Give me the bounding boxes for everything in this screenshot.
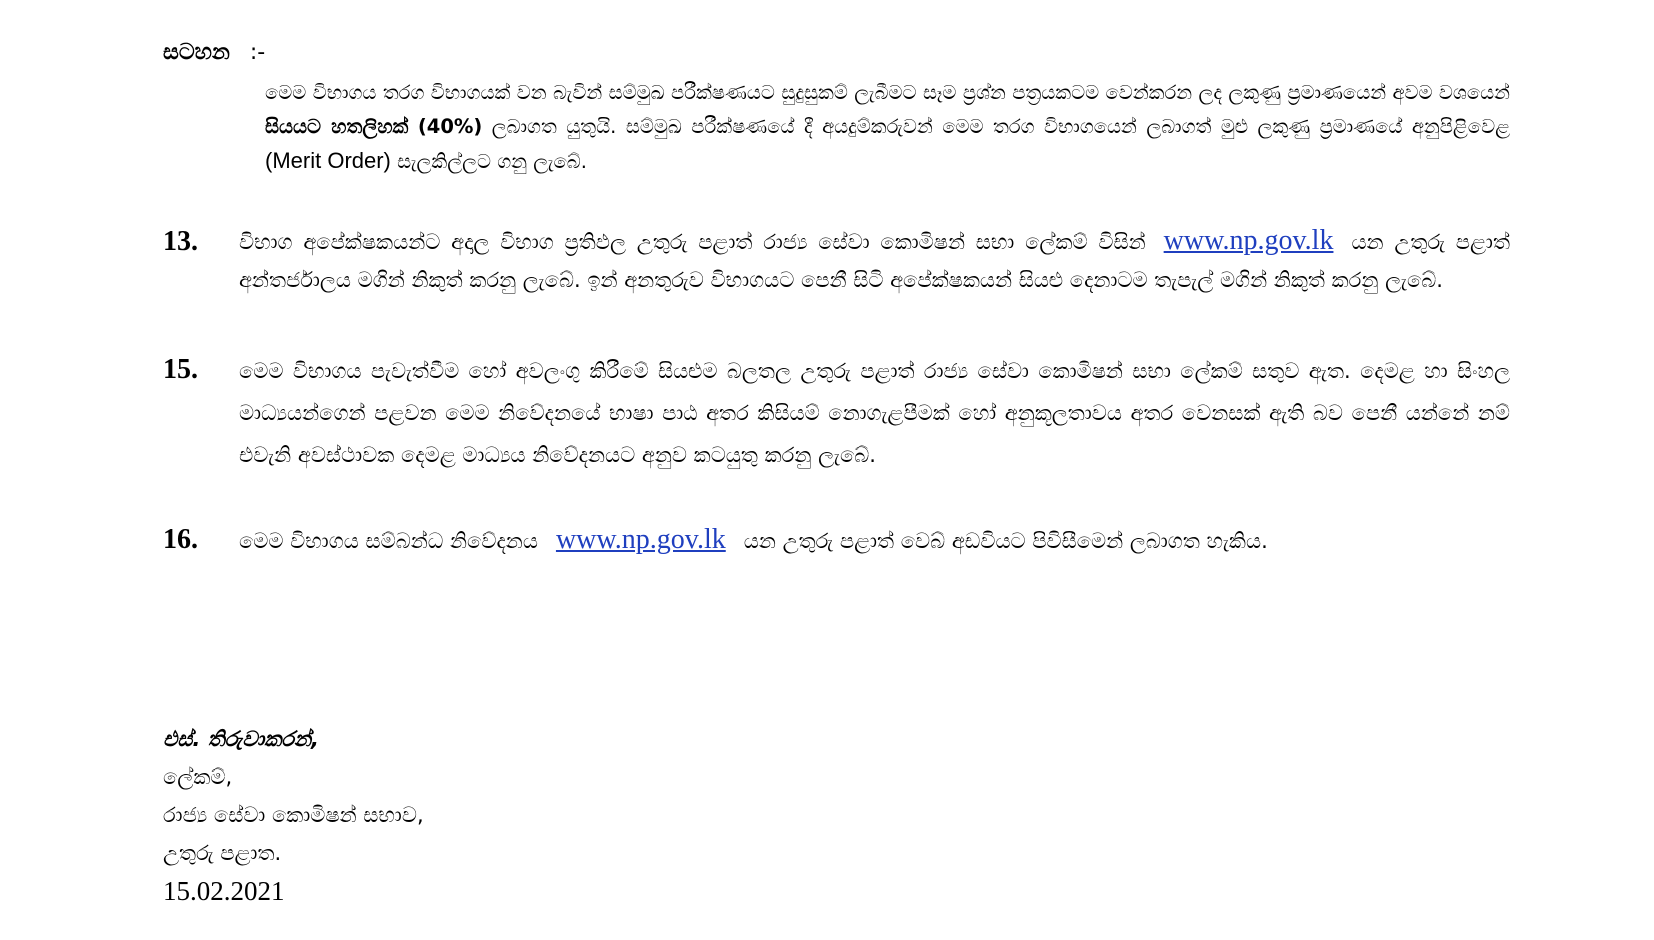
item-text: [239, 520, 1510, 561]
item-text-before-link: මෙම විභාගය සම්බන්ධ නිවේදනය: [239, 529, 538, 553]
signatory-organization: රාජ්‍ය සේවා කොමිෂන් සභාව,: [163, 803, 424, 827]
note-paragraph: [265, 76, 1510, 179]
note-heading-label: සටහන: [163, 40, 230, 65]
note-text-part1: මෙම විභාගය තරග විභාගයක් වන බැවින් සම්මුඛ පරීක්ෂණයට සුදුසුකම් ලැබීමට සෑම ප්‍රශ්න පත්‍රයකටම වෙන්කරන ලද ලකුණු ප්‍රමාණයෙන් අවම වශයෙන්: [265, 81, 1510, 104]
item-text-after-link: යන උතුරු පළාත් වෙබ් අඩවියට පිවිසීමෙන් ලබාගත හැකිය.: [743, 529, 1268, 553]
website-link[interactable]: www.np.gov.lk: [1163, 225, 1334, 256]
signature-block: [163, 720, 424, 910]
document-date: 15.02.2021: [163, 876, 285, 906]
item-number: 13.: [163, 226, 198, 257]
item-text: මෙම විභාගය පැවැත්වීම හෝ අවලංගු කිරීමේ සියළුම බලතල උතුරු පළාත් රාජ්‍ය සේවා කොමිෂන් සභා ලේකම් සතුව ඇත. දෙමළ හා සිංහල මාධ්‍යයන්ගෙන් පළවන මෙම නිවේදනයේ භාෂා පාඨ අතර කිසියම් නොගැළපීමක් හෝ අනුකූලතාවය අතර වෙනසක් ඇති බව පෙනී යන්නේ නම් එවැනි අවස්ථාවක දෙමළ මාධ්‍යය නිවේදනයට අනුව කටයුතු කරනු ලැබේ.: [239, 359, 1510, 467]
note-text-part3: සැලකිල්ලට ගනු ලැබේ.: [390, 150, 587, 173]
item-number: 15.: [163, 354, 198, 385]
note-heading-separator: :-: [249, 40, 266, 65]
note-percent: (40%): [417, 115, 483, 138]
note-merit-order: (Merit Order): [265, 148, 391, 173]
item-text: [239, 222, 1510, 299]
note-heading: [163, 40, 265, 65]
item-text-before-link: විභාග අපේක්ෂකයන්ට අදාල විභාග ප්‍රතිඵල උතුරු පළාත් රාජ්‍ය සේවා කොමිෂන් සභා ලේකම් විසින්: [239, 230, 1146, 254]
signatory-province: උතුරු පළාත.: [163, 841, 282, 865]
note-bold-text: සියයට හතලිහක්: [265, 115, 409, 138]
website-link[interactable]: www.np.gov.lk: [555, 524, 726, 555]
note-text-part2: ලබාගත යුතුයි. සම්මුඛ පරීක්ෂණයේ දී අයදුම්කරුවන් මෙම තරග විභාගයෙන් ලබාගත් මුළු ලකුණු ප්‍රමාණයේ අනුපිළිවෙළ: [482, 115, 1510, 138]
signatory-title: ලේකම්,: [163, 765, 233, 789]
item-number: 16.: [163, 524, 198, 555]
item-text-after-link: යන උතුරු පළාත් අන්තර්ජාලය මගින් නිකුත් කරනු ලැබේ. ඉන් අනතුරුව විභාගයට පෙනී සිටි අපේක්ෂකයන් සියළු දෙනාටම තැපැල් මගින් නිකුත් කරනු ලැබේ.: [239, 230, 1510, 292]
signatory-name: එස්. තිරුවාකරන්,: [163, 727, 319, 751]
